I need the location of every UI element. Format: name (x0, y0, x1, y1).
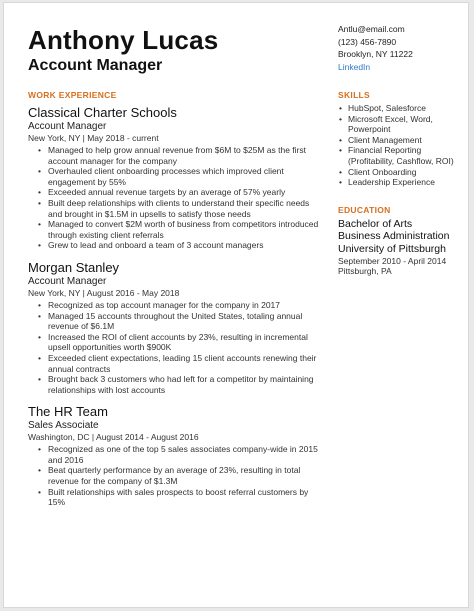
job-meta: Washington, DC | August 2014 - August 2016 (28, 432, 199, 443)
skill-item: • Client Management (348, 135, 460, 146)
degree-line: Bachelor of Arts (338, 217, 413, 230)
job-bullet: • Recognized as one of the top 5 sales associates company-wide in 2015 and 2016 (48, 444, 324, 465)
skill-item: • HubSpot, Salesforce (348, 103, 460, 114)
job-role: Account Manager (28, 121, 107, 132)
job-bullet: • Managed to convert $2M worth of business from competitors introduced through existing client referrals (48, 219, 324, 240)
job-company: Morgan Stanley (28, 259, 120, 275)
job-bullet: • Beat quarterly performance by an average of 23%, resulting in total revenue for the company of $1.3M (48, 465, 324, 486)
job-bullet: • Built relationships with sales prospects to boost referral customers by 15% (48, 487, 324, 508)
job-role: Account Manager (28, 275, 107, 287)
job-entry (28, 404, 324, 508)
job-bullet: • Built deep relationships with clients to understand their specific needs and brought in $1.5M in upsells to satisfy those needs (48, 198, 324, 219)
job-bullet: • Recognized as top account manager for the company in 2017 (48, 300, 324, 311)
job-bullet: • Managed to help grow annual revenue from $6M to $25M as the first account manager for the company (48, 145, 324, 166)
education-heading: EDUCATION (338, 204, 391, 215)
school-name: University of Pittsburgh (338, 242, 446, 255)
candidate-title: Account Manager (28, 57, 163, 74)
job-bullet: • Overhauled client onboarding processes which improved client engagement by 55% (48, 166, 324, 187)
job-entry (28, 105, 324, 251)
skills-heading: SKILLS (338, 90, 371, 100)
job-meta: New York, NY | May 2018 - current (28, 133, 159, 143)
job-meta: New York, NY | August 2016 - May 2018 (28, 287, 180, 298)
job-bullet: • Exceeded client expectations, leading 15 client accounts renewing their annual contracts (48, 353, 324, 374)
work-experience-heading: WORK EXPERIENCE (28, 90, 117, 100)
candidate-name: Anthony Lucas (28, 25, 219, 55)
linkedin-link[interactable]: LinkedIn (338, 61, 371, 72)
contact-email[interactable]: Antlu@email.com (338, 24, 405, 34)
contact-block (338, 23, 460, 73)
skill-item: • Financial Reporting (Profitability, Cashflow, ROI) (348, 145, 460, 166)
job-bullets (28, 444, 324, 508)
side-column (338, 23, 460, 277)
job-bullets (28, 300, 324, 395)
contact-location: Brooklyn, NY 11222 (338, 49, 413, 59)
skill-item: • Client Onboarding (348, 167, 460, 178)
job-role: Sales Associate (28, 420, 99, 432)
skill-item: • Microsoft Excel, Word, Powerpoint (348, 114, 460, 135)
job-bullet: • Grew to lead and onboard a team of 3 account managers (48, 240, 324, 251)
job-company: The HR Team (28, 404, 108, 420)
main-column (28, 25, 324, 508)
education-location: Pittsburgh, PA (338, 266, 392, 277)
job-bullet: • Brought back 3 customers who had left for a competitor by maintaining relationships with lost accounts (48, 374, 324, 395)
job-entry (28, 260, 324, 395)
contact-phone: (123) 456-7890 (338, 36, 397, 47)
job-bullet: • Managed 15 accounts throughout the United States, totaling annual revenue of $6.1M (48, 311, 324, 332)
job-bullets (28, 145, 324, 251)
degree-field: Business Administration (338, 230, 450, 243)
education-dates: September 2010 - April 2014 (338, 255, 447, 266)
resume-page (3, 2, 469, 608)
skill-item: • Leadership Experience (348, 177, 460, 188)
job-bullet: • Increased the ROI of client accounts by 23%, resulting in incremental upsell opportunities worth $900K (48, 332, 324, 353)
skills-list (338, 103, 460, 188)
job-bullet: • Exceeded annual revenue targets by an average of 57% yearly (48, 187, 324, 198)
job-company: Classical Charter Schools (28, 105, 177, 120)
education-entry (338, 218, 460, 277)
